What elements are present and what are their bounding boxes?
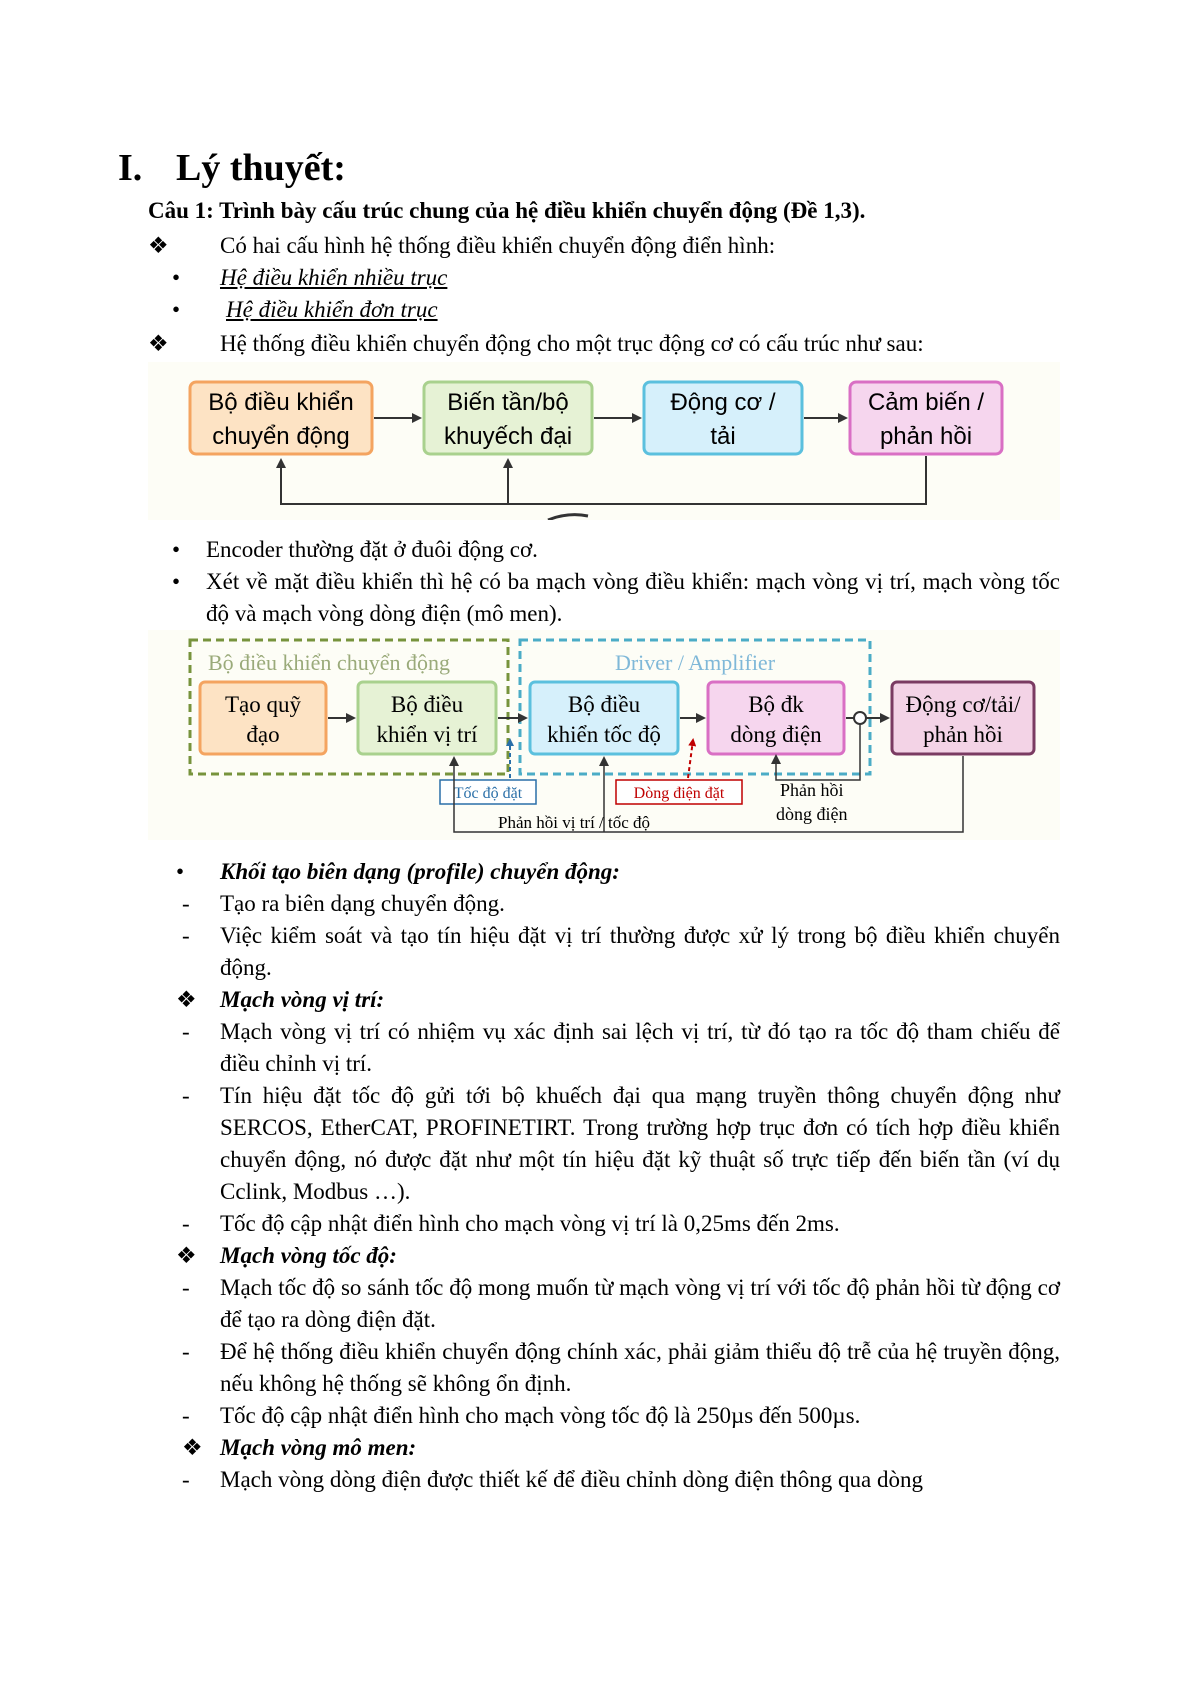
svg-text:đạo: đạo (246, 722, 280, 747)
svg-text:Động cơ/tải/: Động cơ/tải/ (905, 692, 1021, 717)
list-item: Việc kiểm soát và tạo tín hiệu đặt vị trí thường được xử lý trong bộ điều khiển chuyển động. (220, 923, 1060, 980)
config-item-single-axis[interactable]: Hệ điều khiển đơn trục (226, 297, 438, 322)
diamond-bullet-icon: ❖ (176, 987, 197, 1012)
svg-text:Bộ đk: Bộ đk (748, 692, 804, 717)
list-item: Tốc độ cập nhật điển hình cho mạch vòng vị trí là 0,25ms đến 2ms. (220, 1211, 840, 1236)
section-heading (118, 146, 346, 190)
svg-text:phản hồi: phản hồi (923, 722, 1003, 747)
block-motion-controller (190, 382, 372, 454)
svg-text:khiển tốc độ: khiển tốc độ (547, 722, 661, 747)
block-speed-controller (530, 682, 678, 754)
three-loop-control-diagram (148, 630, 1060, 840)
svg-text:khuyếch đại: khuyếch đại (443, 423, 573, 450)
svg-text:Dòng điện đặt: Dòng điện đặt (633, 785, 725, 802)
svg-text:Động cơ /: Động cơ / (670, 389, 776, 416)
motion-control-structure-diagram (148, 362, 1060, 520)
svg-text:Bộ điều khiển: Bộ điều khiển (208, 389, 354, 416)
svg-text:tải: tải (710, 423, 736, 450)
label-current-fb: Phản hồi (780, 780, 844, 800)
section-title-torque-loop: Mạch vòng mô men: (220, 1435, 417, 1460)
svg-text:Bộ điều: Bộ điều (390, 692, 464, 717)
section-title: Lý thuyết: (176, 147, 346, 189)
bullet-icon: • (176, 859, 185, 884)
section-number: I. (118, 147, 143, 189)
three-loops-note: Xét về mặt điều khiển thì hệ có ba mạch vòng điều khiển: mạch vòng vị trí, mạch vòng tốc độ và mạch vòng dòng điện (mô men). (206, 569, 1060, 626)
section-title-position-loop: Mạch vòng vị trí: (220, 987, 385, 1012)
bullet-icon: • (172, 265, 181, 290)
svg-text:Cảm biến /: Cảm biến / (867, 389, 985, 416)
intro-line-1: Có hai cấu hình hệ thống điều khiển chuyển động điển hình: (220, 233, 776, 258)
list-item: Mạch vòng dòng điện được thiết kế để điều chỉnh dòng điện thông qua dòng (220, 1467, 923, 1492)
group-driver-amplifier-label: Driver / Amplifier (614, 650, 776, 675)
block-motor-load (644, 382, 802, 454)
bullet-icon: • (172, 569, 181, 594)
svg-text:Bộ điều: Bộ điều (567, 692, 641, 717)
block-position-controller (358, 682, 496, 754)
list-item: Mạch vòng vị trí có nhiệm vụ xác định sai lệch vị trí, từ đó tạo ra tốc độ tham chiếu để điều chỉnh vị trí. (220, 1019, 1060, 1076)
svg-text:dòng điện: dòng điện (730, 722, 822, 747)
diamond-bullet-icon: ❖ (148, 233, 169, 258)
list-item: Tín hiệu đặt tốc độ gửi tới bộ khuếch đại qua mạng truyền thông chuyển động như SERCOS, EtherCAT, PROFINETIRT. Trong trường hợp trục đơn có tích hợp điều khiển chuyển động, nó được đặt như một tín hiệu đặt kỹ thuật số trực tiếp đến biến tần (ví dụ Cclink, Modbus …). (220, 1083, 1060, 1204)
svg-text:chuyển động: chuyển động (212, 423, 350, 450)
group-motion-controller-label: Bộ điều khiển chuyển động (208, 650, 450, 675)
config-item-multi-axis[interactable]: Hệ điều khiển nhiều trục (220, 265, 448, 290)
encoder-note: Encoder thường đặt ở đuôi động cơ. (206, 537, 538, 562)
block-current-controller (708, 682, 844, 754)
list-item: Tốc độ cập nhật điển hình cho mạch vòng tốc độ là 250µs đến 500µs. (220, 1403, 861, 1428)
svg-text:khiển vị trí: khiển vị trí (376, 722, 478, 747)
list-item: Mạch tốc độ so sánh tốc độ mong muốn từ mạch vòng vị trí với tốc độ phản hồi từ động cơ để tạo ra dòng điện đặt. (220, 1275, 1060, 1332)
section-title-speed-loop: Mạch vòng tốc độ: (220, 1243, 397, 1268)
summing-junction (854, 712, 866, 724)
block-sensor-feedback (850, 382, 1002, 454)
svg-text:Tạo quỹ: Tạo quỹ (224, 692, 302, 717)
svg-text:Tốc độ đặt: Tốc độ đặt (453, 785, 523, 802)
list-item: Tạo ra biên dạng chuyển động. (220, 891, 505, 916)
list-item: Để hệ thống điều khiển chuyển động chính xác, phải giảm thiểu độ trễ của hệ truyền động, nếu không hệ thống sẽ không ổn định. (220, 1339, 1060, 1396)
block-trajectory-generator (200, 682, 326, 754)
svg-text:Biến tần/bộ: Biến tần/bộ (447, 389, 569, 416)
label-position-speed-fb: Phản hồi vị trí / tốc độ (498, 813, 651, 832)
diamond-bullet-icon: ❖ (176, 1243, 197, 1268)
bullet-icon: • (172, 297, 181, 322)
bullet-icon: • (172, 537, 181, 562)
block-motor-load-feedback (892, 682, 1034, 754)
intro-line-2: Hệ thống điều khiển chuyển động cho một trục động cơ có cấu trúc như sau: (220, 331, 924, 356)
svg-text:dòng điện: dòng điện (776, 804, 848, 824)
diamond-bullet-icon: ❖ (182, 1435, 203, 1460)
section-title-profile: Khối tạo biên dạng (profile) chuyển động: (220, 859, 620, 884)
question-title: Câu 1: Trình bày cấu trúc chung của hệ điều khiển chuyển động (Đề 1,3). (148, 198, 866, 223)
diamond-bullet-icon: ❖ (148, 331, 169, 356)
block-drive-amplifier (424, 382, 592, 454)
svg-text:phản hồi: phản hồi (879, 423, 973, 450)
